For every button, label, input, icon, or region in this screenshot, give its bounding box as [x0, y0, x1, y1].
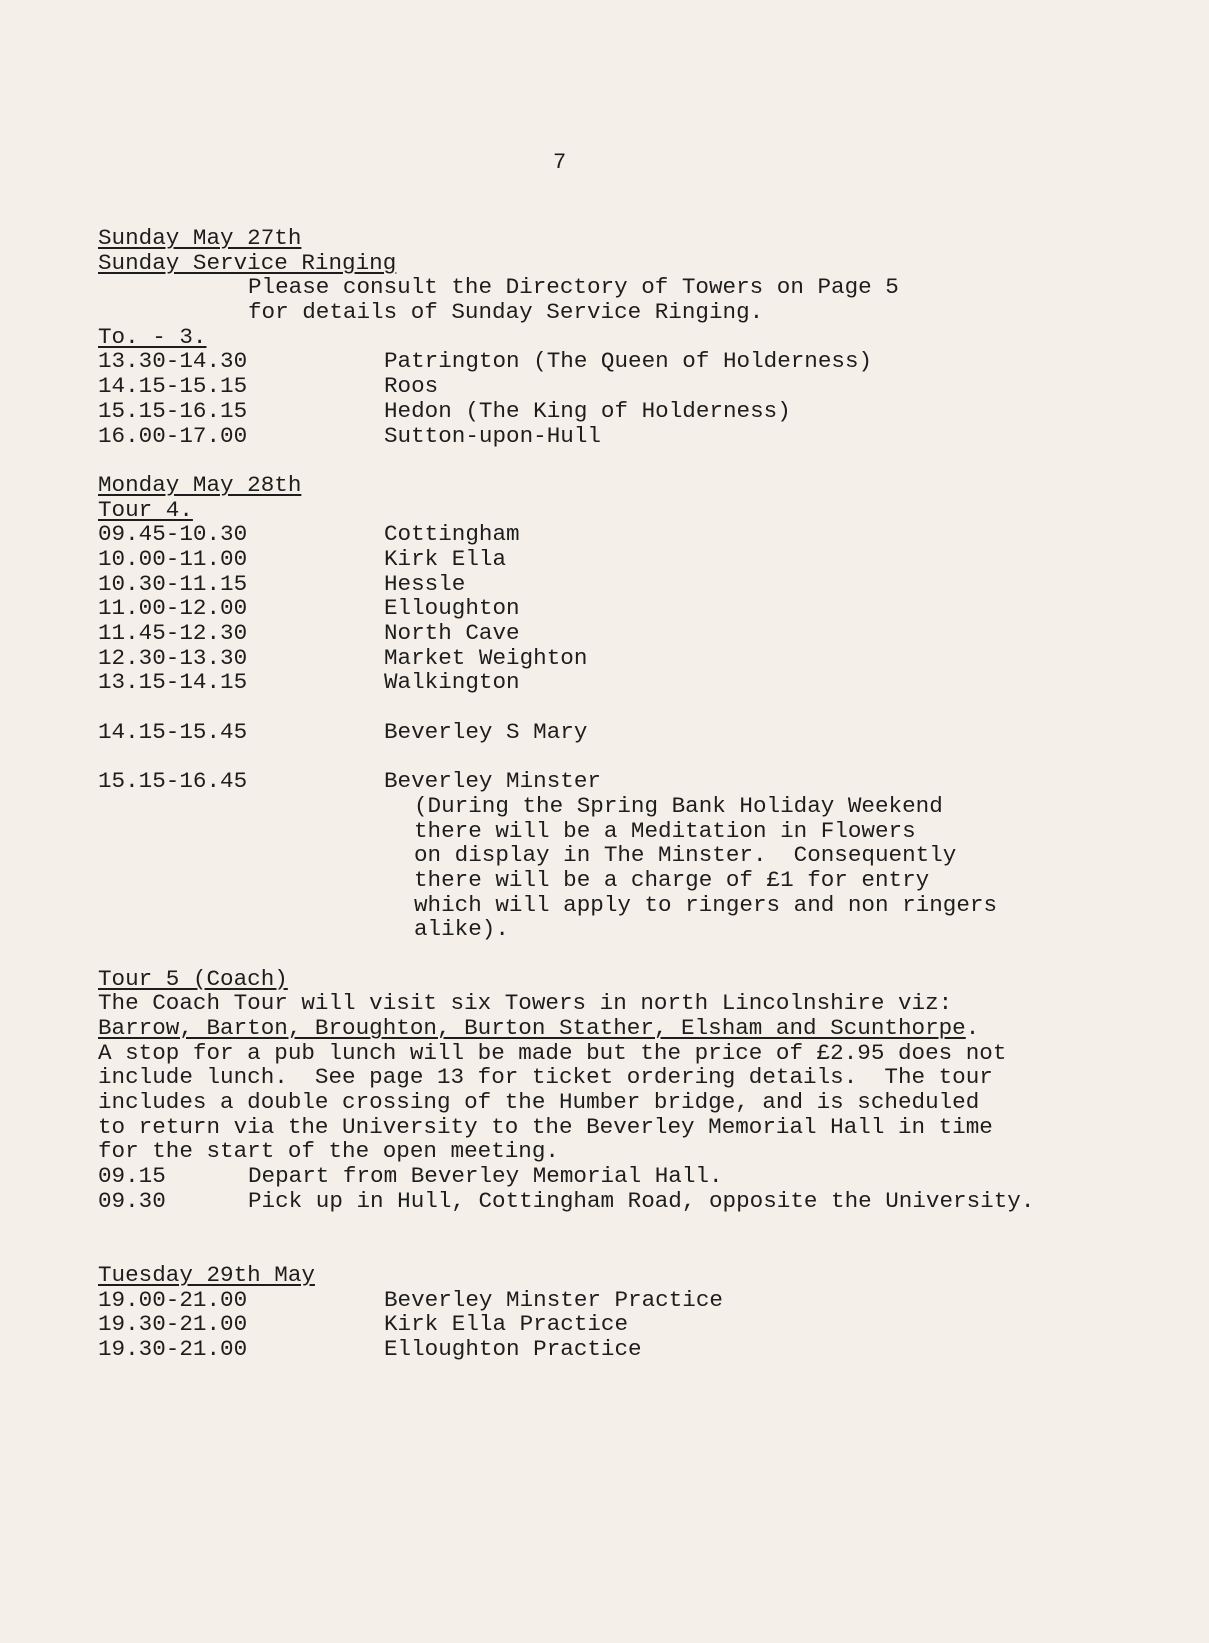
time: 14.15-15.45 — [98, 718, 248, 745]
schedule-row — [98, 1337, 1128, 1362]
time: 10.00-11.00 — [98, 545, 248, 572]
place: Beverley Minster — [384, 768, 601, 795]
schedule-row — [98, 1288, 1128, 1313]
time: 19.30-21.00 — [98, 1335, 248, 1362]
minster-note-line: (During the Spring Bank Holiday Weekend — [414, 792, 943, 819]
place: Cottingham — [384, 521, 520, 548]
departure-row — [98, 1164, 1128, 1189]
time: 09.15 — [98, 1163, 166, 1190]
time: 11.45-12.30 — [98, 620, 248, 646]
schedule-row — [98, 769, 1128, 794]
schedule-row — [98, 349, 1128, 374]
time: 10.30-11.15 — [98, 570, 248, 597]
sunday-subheading: Sunday Service Ringing — [98, 249, 397, 276]
departure-text: Pick up in Hull, Cottingham Road, opposite the University. — [248, 1187, 1035, 1214]
schedule-row — [98, 522, 1128, 547]
place: Patrington (The Queen of Holderness) — [384, 348, 873, 375]
coach-body-line: include lunch. See page 13 for ticket ordering details. The tour — [98, 1064, 993, 1091]
place: Beverley S Mary — [384, 718, 588, 745]
time: 14.15-15.15 — [98, 373, 248, 400]
time: 09.45-10.30 — [98, 521, 248, 548]
place: Beverley Minster Practice — [384, 1286, 723, 1313]
time: 19.30-21.00 — [98, 1311, 248, 1338]
schedule-row — [98, 646, 1128, 671]
tour-5-heading: Tour 5 (Coach) — [98, 965, 288, 992]
schedule-row — [98, 720, 1128, 745]
schedule-row — [98, 621, 1128, 646]
time: 13.15-14.15 — [98, 669, 248, 696]
minster-note-line: there will be a Meditation in Flowers — [414, 817, 916, 844]
schedule-row — [98, 399, 1128, 424]
place: Sutton-upon-Hull — [384, 422, 601, 449]
tour-4-heading: Tour 4. — [98, 496, 193, 523]
departure-row — [98, 1189, 1128, 1214]
place: Elloughton — [384, 595, 520, 622]
time: 13.30-14.30 — [98, 348, 248, 375]
time: 11.00-12.00 — [98, 595, 248, 622]
sunday-note-line: for details of Sunday Service Ringing. — [248, 299, 764, 326]
coach-towers: Barrow, Barton, Broughton, Burton Stather, Elsham and Scunthorpe — [98, 1015, 966, 1041]
sunday-note-line: Please consult the Directory of Towers on Page 5 — [248, 274, 899, 301]
schedule-row — [98, 374, 1128, 399]
minster-note-line: which will apply to ringers and non ringers — [414, 891, 998, 918]
schedule-row — [98, 572, 1128, 597]
schedule-row — [98, 424, 1128, 449]
time: 16.00-17.00 — [98, 422, 248, 449]
minster-note-line: alike). — [414, 916, 509, 943]
time: 15.15-16.15 — [98, 397, 248, 424]
monday-heading: Monday May 28th — [98, 471, 302, 498]
tuesday-heading: Tuesday 29th May — [98, 1261, 315, 1288]
tour-3-heading: To. - 3. — [98, 323, 207, 350]
coach-towers-period: . — [965, 1015, 980, 1041]
time: 09.30 — [98, 1187, 166, 1214]
schedule-row — [98, 1312, 1128, 1337]
minster-note-line: there will be a charge of £1 for entry — [414, 866, 930, 893]
place: Hessle — [384, 570, 466, 597]
place: Kirk Ella Practice — [384, 1311, 629, 1338]
coach-body-line: to return via the University to the Beverley Memorial Hall in time — [98, 1113, 993, 1140]
place: North Cave — [384, 620, 520, 646]
coach-body-line: for the start of the open meeting. — [98, 1138, 559, 1165]
time: 19.00-21.00 — [98, 1286, 248, 1313]
time: 12.30-13.30 — [98, 644, 248, 671]
minster-note-line: on display in The Minster. Consequently — [414, 842, 957, 869]
schedule-row — [98, 547, 1128, 572]
coach-body-line: A stop for a pub lunch will be made but the price of £2.95 does not — [98, 1039, 1007, 1066]
page-number: 7 — [553, 150, 567, 175]
departure-text: Depart from Beverley Memorial Hall. — [248, 1163, 723, 1190]
schedule-content — [98, 226, 1128, 1362]
time: 15.15-16.45 — [98, 768, 248, 795]
schedule-row — [98, 596, 1128, 621]
sunday-heading: Sunday May 27th — [98, 225, 302, 251]
place: Roos — [384, 373, 439, 400]
schedule-row — [98, 670, 1128, 695]
place: Walkington — [384, 669, 520, 696]
coach-body-line: includes a double crossing of the Humber bridge, and is scheduled — [98, 1089, 980, 1116]
place: Market Weighton — [384, 644, 588, 671]
place: Hedon (The King of Holderness) — [384, 397, 791, 424]
place: Kirk Ella — [384, 545, 507, 572]
coach-intro: The Coach Tour will visit six Towers in north Lincolnshire viz: — [98, 990, 953, 1017]
place: Elloughton Practice — [384, 1335, 642, 1362]
